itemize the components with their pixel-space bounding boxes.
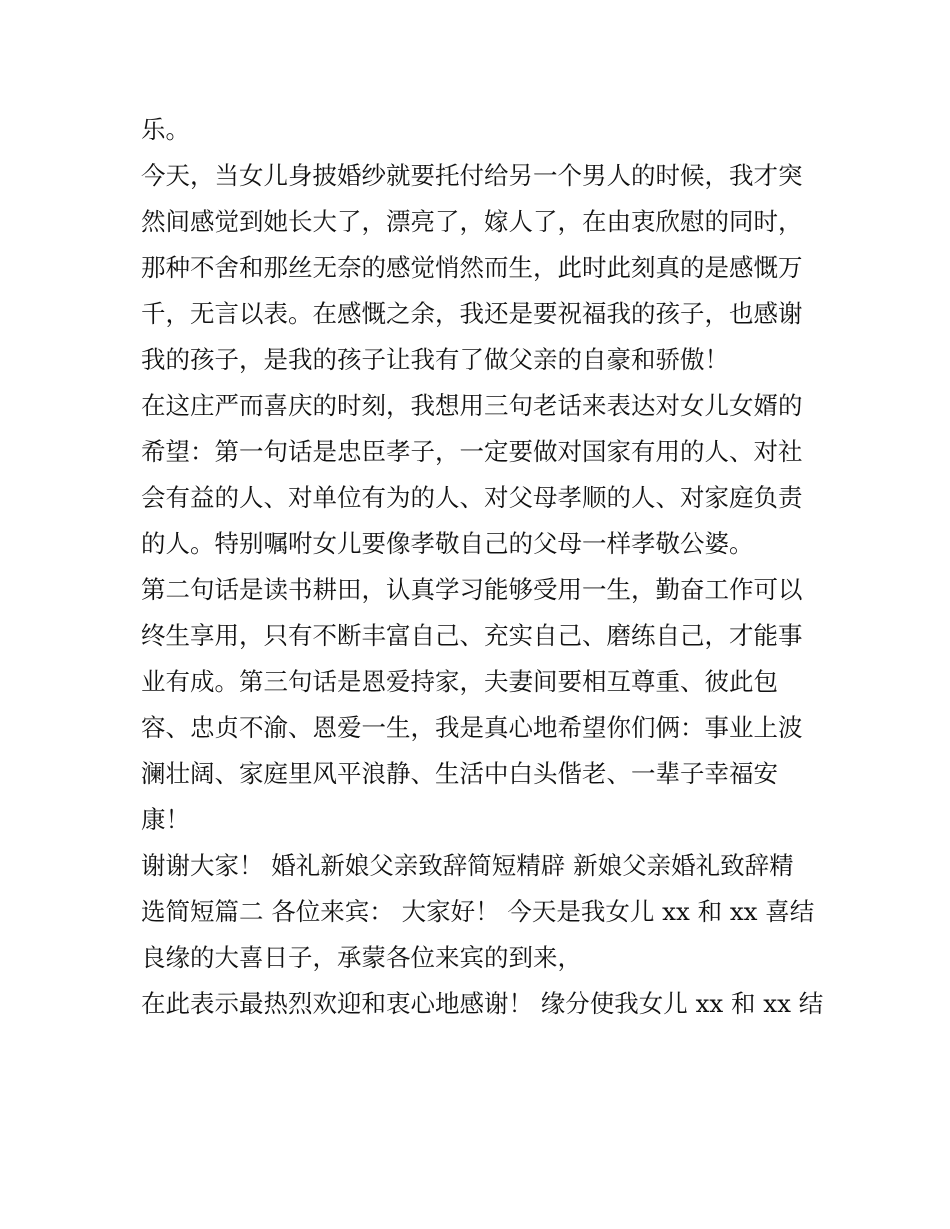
text-line: 千，无言以表。在感慨之余，我还是要祝福我的孩子，也感谢 [141, 299, 803, 328]
text-line: 今天，当女儿身披婚纱就要托付给另一个男人的时候，我才突 [141, 161, 803, 190]
text-line: 康！ [141, 805, 190, 834]
text-line: 在这庄严而喜庆的时刻，我想用三句老话来表达对女儿女婿的 [141, 391, 803, 420]
text-line: 希望：第一句话是忠臣孝子，一定要做对国家有用的人、对社 [141, 437, 803, 466]
text-line: 然间感觉到她长大了，漂亮了，嫁人了，在由衷欣慰的同时， [141, 207, 803, 236]
text-line: 容、忠贞不渝、恩爱一生，我是真心地希望你们俩：事业上波 [141, 713, 803, 742]
text-line: 澜壮阔、家庭里风平浪静、生活中白头偕老、一辈子幸福安 [141, 759, 778, 788]
text-line: 谢谢大家！ 婚礼新娘父亲致辞简短精辟 新娘父亲婚礼致辞精 [141, 851, 794, 880]
text-line: 良缘的大喜日子，承蒙各位来宾的到来， [141, 943, 582, 972]
text-line: 会有益的人、对单位有为的人、对父母孝顺的人、对家庭负责 [141, 483, 803, 512]
text-line: 乐。 [141, 115, 190, 144]
document-body [141, 107, 824, 1027]
text-line: 业有成。第三句话是恩爱持家，夫妻间要相互尊重、彼此包 [141, 667, 778, 696]
text-line: 在此表示最热烈欢迎和衷心地感谢！ 缘分使我女儿 xx 和 xx 结 [141, 989, 824, 1018]
text-line: 选简短篇二 各位来宾： 大家好！ 今天是我女儿 xx 和 xx 喜结 [141, 897, 815, 926]
text-line: 那种不舍和那丝无奈的感觉悄然而生，此时此刻真的是感慨万 [141, 253, 803, 282]
text-line: 第二句话是读书耕田，认真学习能够受用一生，勤奋工作可以 [141, 575, 803, 604]
text-line: 的人。特别嘱咐女儿要像孝敬自己的父母一样孝敬公婆。 [141, 529, 754, 558]
text-line: 我的孩子，是我的孩子让我有了做父亲的自豪和骄傲！ [141, 345, 729, 374]
text-line: 终生享用，只有不断丰富自己、充实自己、磨练自己，才能事 [141, 621, 803, 650]
